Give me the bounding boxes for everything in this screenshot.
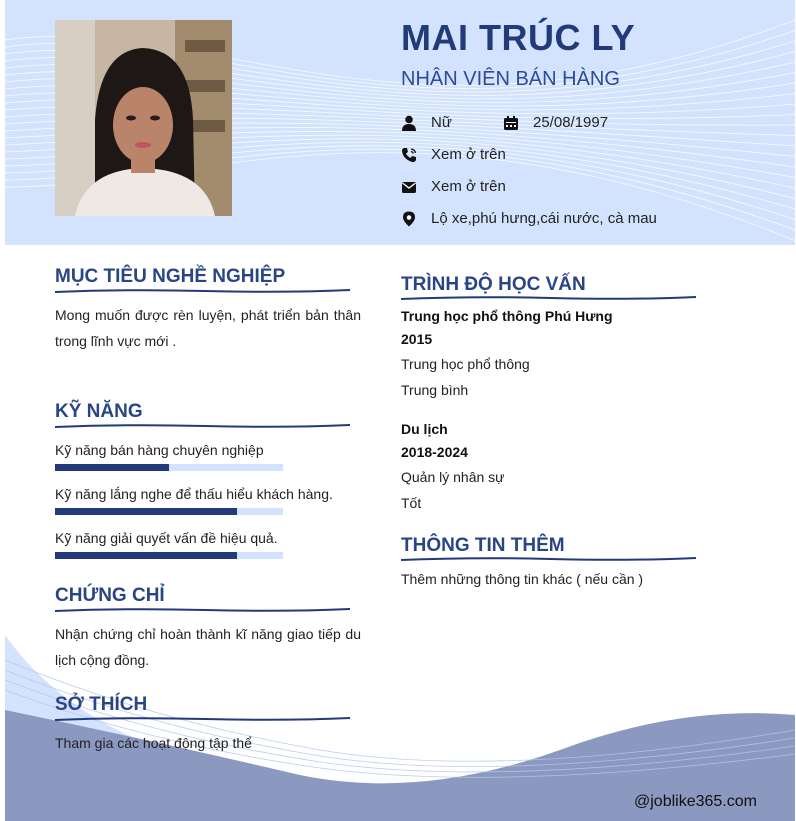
- skill-bar-fill: [55, 552, 237, 559]
- education-major: Trung học phổ thông: [401, 356, 530, 372]
- phone-value: Xem ở trên: [431, 146, 506, 163]
- education-school: Trung học phổ thông Phú Hưng: [401, 308, 613, 324]
- map-pin-icon: [401, 211, 417, 227]
- skill-label: Kỹ năng giải quyết vấn đề hiệu quả.: [55, 530, 278, 546]
- skills-title: KỸ NĂNG: [55, 401, 143, 422]
- address-row: [401, 210, 657, 227]
- education-grade: Trung bình: [401, 382, 469, 398]
- skill-bar-track: [55, 552, 283, 559]
- birthdate-row: [503, 114, 608, 131]
- certificates-title: CHỨNG CHỈ: [55, 585, 165, 606]
- education-grade: Tốt: [401, 495, 422, 511]
- skill-bar-track: [55, 508, 283, 515]
- candidate-name: MAI TRÚC LY: [401, 17, 636, 58]
- phone-row: [401, 146, 506, 163]
- certificates-text: Nhận chứng chỉ hoàn thành kĩ năng giao tiếp du lịch cộng đồng.: [55, 626, 361, 668]
- profile-photo: [55, 20, 232, 216]
- extra-info-underline: [401, 555, 696, 563]
- objective-underline: [55, 287, 350, 295]
- address-value: Lộ xe,phú hưng,cái nước, cà mau: [431, 210, 657, 227]
- skill-bar-fill: [55, 508, 237, 515]
- skill-bar-fill: [55, 464, 169, 471]
- extra-info-text: Thêm những thông tin khác ( nếu cần ): [401, 571, 644, 587]
- gender-row: [401, 114, 452, 131]
- education-underline: [401, 294, 696, 302]
- hobbies-underline: [55, 715, 350, 723]
- education-major: Quản lý nhân sự: [401, 469, 505, 485]
- skills-underline: [55, 422, 350, 430]
- education-school: Du lịch: [401, 421, 448, 437]
- skill-label: Kỹ năng lắng nghe để thấu hiểu khách hàng.: [55, 486, 333, 502]
- skill-label: Kỹ năng bán hàng chuyên nghiệp: [55, 442, 264, 458]
- hobbies-title: SỞ THÍCH: [55, 694, 148, 715]
- person-icon: [401, 115, 417, 131]
- certificates-underline: [55, 606, 350, 614]
- objective-text: Mong muốn được rèn luyện, phát triển bản thân trong lĩnh vực mới .: [55, 307, 361, 349]
- calendar-icon: [503, 115, 519, 131]
- email-value: Xem ở trên: [431, 178, 506, 195]
- hobbies-text: Tham gia các hoạt động tập thể: [55, 735, 252, 751]
- watermark: @joblike365.com: [634, 793, 757, 810]
- birthdate-value: 25/08/1997: [533, 114, 609, 131]
- skill-bar-track: [55, 464, 283, 471]
- envelope-icon: [401, 179, 417, 195]
- extra-info-title: THÔNG TIN THÊM: [401, 535, 565, 556]
- education-years: 2018-2024: [401, 444, 468, 460]
- objective-title: MỤC TIÊU NGHỀ NGHIỆP: [55, 266, 286, 287]
- gender-value: Nữ: [431, 114, 452, 131]
- education-years: 2015: [401, 331, 433, 347]
- job-title: NHÂN VIÊN BÁN HÀNG: [401, 68, 620, 90]
- education-title: TRÌNH ĐỘ HỌC VẤN: [401, 274, 586, 295]
- email-row: [401, 178, 506, 195]
- phone-icon: [401, 147, 417, 163]
